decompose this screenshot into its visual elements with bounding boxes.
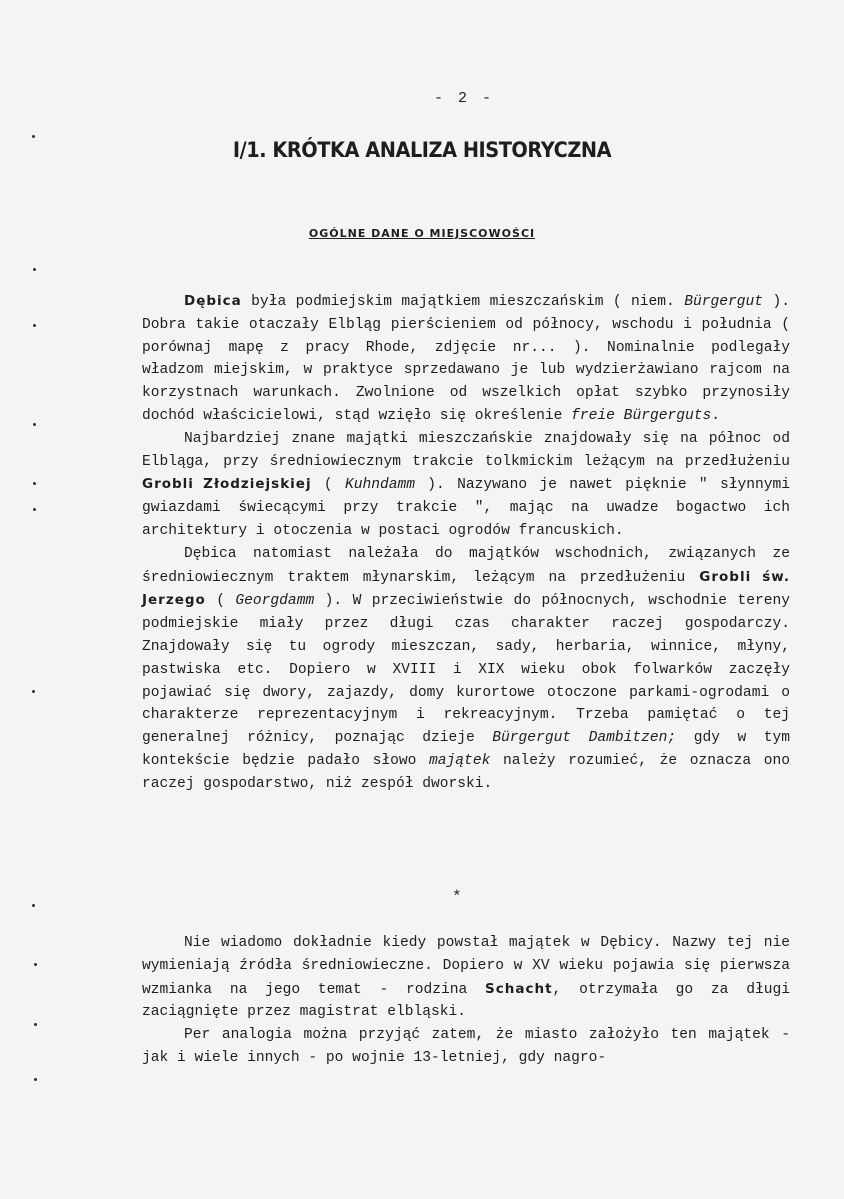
paragraph [142, 932, 790, 1024]
bold-text: Grobli św. Jerzego [142, 568, 791, 609]
page-title: I/1. KRÓTKA ANALIZA HISTORYCZNA [232, 138, 612, 162]
scan-speck [32, 135, 35, 138]
text-run: ( [311, 477, 345, 494]
paragraph [142, 428, 790, 543]
scan-speck [33, 268, 36, 271]
scan-speck [33, 482, 36, 485]
page-number: - 2 - [434, 90, 495, 107]
text-run: ( [205, 593, 236, 610]
body-text-section-2 [142, 932, 790, 1070]
text-run: Najbardziej znane majątki mieszczańskie znajdowały się na północ od Elbląga, przy średniowiecznym trakcie tolkmickim leżącym na przedłużeniu [142, 430, 790, 470]
text-run: ). Dobra takie otaczały Elbląg pierścieniem od północy, wschodu i południa ( porównaj mapę z pracy Rhode, zdjęcie nr... ). Nominalnie podlegały władzom miejskim, w praktyce sprzedawano je lub wydzierżawiano rajcom na korzystnach warunkach. Zwolnione od wszelkich opłat szybko przynosiły dochód właścicielowi, stąd wzięło się określenie [142, 294, 790, 424]
italic-text: freie Bürgerguts [571, 407, 712, 424]
paragraph [142, 543, 790, 796]
paragraph [142, 1024, 790, 1070]
text-run: należy rozumieć, że oznacza ono raczej gospodarstwo, niż zespół dworski. [142, 752, 790, 792]
bold-text: Dębica [184, 293, 242, 309]
scan-speck [33, 423, 36, 426]
text-run: . [711, 407, 721, 424]
italic-text: Kuhndamm [344, 477, 415, 494]
text-run: Nie wiadomo dokładnie kiedy powstał majątek w Dębicy. Nazwy tej nie wymieniają źródła średniowieczne. Dopiero w XV wieku pojawia się pierwsza wzmianka na jego temat - rodzina [142, 935, 790, 998]
text-run: była podmiejskim majątkiem mieszczańskim ( niem. [241, 294, 685, 310]
scan-speck [32, 904, 35, 907]
scan-speck [32, 690, 35, 693]
bold-text: Grobli Złodziejskiej [142, 476, 312, 493]
text-run: , otrzymała go za długi zaciągnięte przez magistrat elbląski. [142, 981, 790, 1021]
italic-text: Georgdamm [235, 593, 315, 610]
text-run: Dębica natomiast należała do majątków wschodnich, związanych ze średniowiecznym traktem młynarskim, leżącym na przedłużeniu [142, 545, 790, 586]
text-run: ). W przeciwieństwie do północnych, wschodnie tereny podmiejskie miały przez długi czas charakter raczej gospodarczy. Znajdowały się tu ogrody mieszczan, sady, herbaria, winnice, młyny, pastwiska etc. Dopiero w XVIII i XIX wieku obok folwarków zaczęły pojawiać się dwory, zajazdy, domy kurortowe otoczone parkami-ogrodami o charakterze reprezentacyjnym i rekreacyjnym. Trzeba pamiętać o tej generalnej różnicy, poznając dzieje [142, 593, 790, 747]
section-heading: OGÓLNE DANE O MIEJSCOWOŚCI [308, 227, 536, 240]
bold-text: Schacht [485, 980, 553, 997]
scan-speck [33, 324, 36, 327]
scan-speck [34, 1078, 37, 1081]
text-run: Per analogia można przyjąć zatem, że miasto założyło ten majątek - jak i wiele innych - po wojnie 13-letniej, gdy nagro- [142, 1027, 790, 1066]
section-separator: * [452, 888, 462, 906]
text-run: gdy w tym kontekście będzie padało słowo [142, 730, 791, 769]
scan-speck [34, 963, 37, 966]
italic-text: majątek [429, 752, 491, 769]
italic-text: Bürgergut [684, 294, 764, 310]
text-run: ). Nazywano je nawet pięknie " słynnymi gwiazdami świecącymi przy trakcie ", mając na uwadze bogactwo ich architektury i otoczenia w postaci ogrodów francuskich. [142, 477, 791, 539]
paragraph [142, 290, 790, 428]
scan-speck [33, 508, 36, 511]
body-text-section-1 [142, 290, 790, 796]
italic-text: Bürgergut Dambitzen; [492, 730, 677, 747]
scan-speck [34, 1023, 37, 1026]
